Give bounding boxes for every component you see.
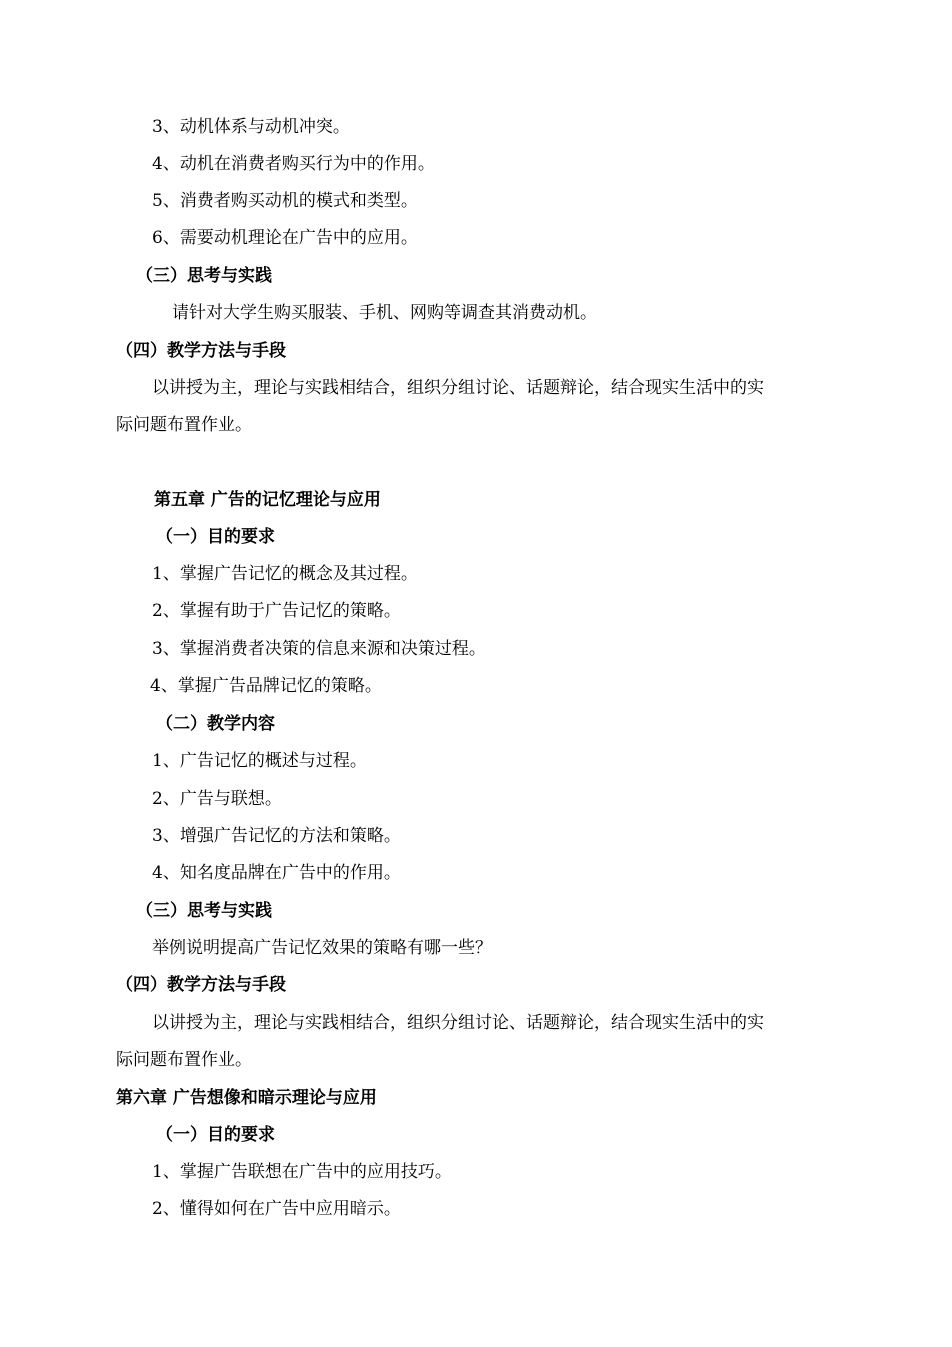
ch4-practice-text: 请针对大学生购买服装、手机、网购等调查其消费动机。 bbox=[172, 303, 597, 323]
ch6-goal-item-1: 1、掌握广告联想在广告中的应用技巧。 bbox=[152, 1162, 452, 1182]
ch5-content-item-2: 2、广告与联想。 bbox=[152, 789, 282, 809]
ch5-method-text-line-2: 际问题布置作业。 bbox=[116, 1050, 252, 1070]
ch5-section-heading-1: （一）目的要求 bbox=[156, 527, 275, 547]
ch4-content-item-5: 5、消费者购买动机的模式和类型。 bbox=[152, 191, 418, 211]
ch4-content-item-3: 3、动机体系与动机冲突。 bbox=[152, 117, 350, 137]
ch5-section-heading-2: （二）教学内容 bbox=[156, 714, 275, 734]
ch6-goal-item-2: 2、懂得如何在广告中应用暗示。 bbox=[152, 1199, 401, 1219]
chapter-5-title: 第五章 广告的记忆理论与应用 bbox=[154, 490, 381, 510]
ch5-goal-item-2: 2、掌握有助于广告记忆的策略。 bbox=[152, 601, 401, 621]
ch5-practice-text: 举例说明提高广告记忆效果的策略有哪一些？ bbox=[152, 938, 492, 958]
ch4-content-item-4: 4、动机在消费者购买行为中的作用。 bbox=[152, 154, 435, 174]
ch5-goal-item-4: 4、掌握广告品牌记忆的策略。 bbox=[150, 676, 382, 696]
ch4-section-heading-3: （三）思考与实践 bbox=[136, 266, 272, 286]
ch4-method-text-line-1: 以讲授为主，理论与实践相结合，组织分组讨论、话题辩论，结合现实生活中的实 bbox=[152, 378, 764, 398]
ch4-method-text-line-2: 际问题布置作业。 bbox=[116, 415, 252, 435]
ch5-content-item-4: 4、知名度品牌在广告中的作用。 bbox=[152, 863, 401, 883]
ch5-goal-item-1: 1、掌握广告记忆的概念及其过程。 bbox=[152, 564, 418, 584]
ch4-content-item-6: 6、需要动机理论在广告中的应用。 bbox=[152, 228, 418, 248]
ch5-content-item-1: 1、广告记忆的概述与过程。 bbox=[152, 751, 367, 771]
ch4-section-heading-4: （四）教学方法与手段 bbox=[116, 341, 286, 361]
ch5-content-item-3: 3、增强广告记忆的方法和策略。 bbox=[152, 826, 401, 846]
ch5-goal-item-3: 3、掌握消费者决策的信息来源和决策过程。 bbox=[152, 639, 486, 659]
chapter-6-title: 第六章 广告想像和暗示理论与应用 bbox=[116, 1088, 377, 1108]
ch6-section-heading-1: （一）目的要求 bbox=[156, 1125, 275, 1145]
ch5-section-heading-3: （三）思考与实践 bbox=[136, 901, 272, 921]
ch5-method-text-line-1: 以讲授为主，理论与实践相结合，组织分组讨论、话题辩论，结合现实生活中的实 bbox=[152, 1013, 764, 1033]
ch5-section-heading-4: （四）教学方法与手段 bbox=[116, 975, 286, 995]
